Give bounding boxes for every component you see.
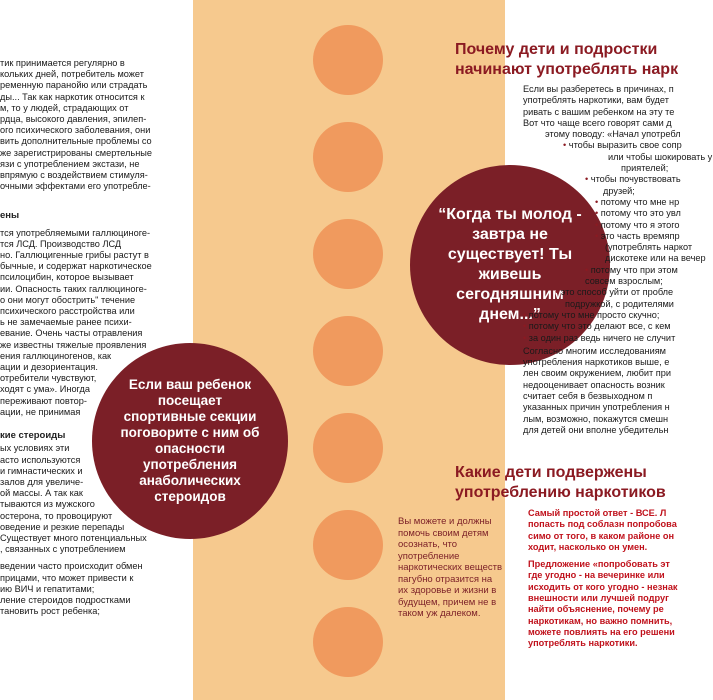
- reason-item: • за один раз ведь ничего не случит: [523, 333, 713, 344]
- reason-item: • это способ уйти от пробле: [555, 287, 713, 298]
- heading-line: начинают употреблять нарк: [455, 61, 679, 78]
- decorative-dot: [313, 510, 383, 580]
- text-line: м, то у людей, страдающих от: [0, 102, 129, 113]
- text-line: вить дополнительные проблемы со: [0, 136, 152, 147]
- reason-item: • потому что это делают все, с кем: [523, 321, 713, 332]
- reason-item: подружкой, с родителями: [565, 298, 674, 309]
- reason-item: или чтобы шокировать у: [608, 151, 713, 162]
- text-line: ривать с вашим ребенком на эту те: [523, 106, 675, 117]
- reason-item: • потому что мне просто скучно;: [523, 310, 713, 321]
- text-line: наркотикам, но важно помнить,: [528, 615, 673, 626]
- decorative-dot: [313, 413, 383, 483]
- text-line: тся употребляемыми галлюциноге-: [0, 227, 151, 238]
- reasons-column: [523, 84, 713, 436]
- text-line: Если вы разберетесь в причинах, п: [523, 84, 674, 94]
- reason-item: совсем взрослым;: [585, 276, 663, 287]
- text-line: употреблять наркотики.: [528, 638, 638, 649]
- ecstasy-paragraph: [0, 58, 180, 192]
- text-line: ведении часто происходит обмен: [0, 561, 143, 572]
- left-text-column: [0, 52, 180, 617]
- text-line: ление стероидов подростками: [0, 594, 131, 605]
- text-line: ды... Так как наркотик относится к: [0, 91, 145, 102]
- text-line: ой массы. А так как: [0, 488, 83, 499]
- decorative-dot: [313, 219, 383, 289]
- decorative-dot: [313, 316, 383, 386]
- text-line: , связанных с употреблением: [0, 544, 126, 555]
- text-line: остерона, то провоцируют: [0, 510, 113, 521]
- steroids-callout-text: Если ваш ребенок посещает спортивные секции поговорите с ним об опасности употребления анаболических стероидов: [120, 377, 260, 504]
- heading-line: Почему дети и подростки: [455, 41, 658, 58]
- heading-line: Какие дети подвержены: [455, 464, 647, 481]
- text-line: ации, не принимая: [0, 406, 81, 417]
- reason-item: • чтобы почувствовать: [585, 174, 713, 185]
- text-line: Предложение «попробовать эт: [528, 559, 670, 570]
- text-line: этому поводу: «Начал употребл: [545, 129, 681, 140]
- text-line: где угодно - на вечеринке или: [528, 570, 665, 581]
- text-line: употребления наркотиков выше, е: [523, 357, 670, 368]
- text-line: ходят с ума». Иногда: [0, 384, 90, 395]
- text-line: внешности или лучшей подруг: [528, 593, 669, 604]
- reason-item: приятелей;: [621, 163, 669, 174]
- steroids-callout-circle: [92, 343, 288, 539]
- text-line: о они могут обострить" течение: [0, 294, 136, 305]
- reason-item: • потому что при этом: [585, 265, 713, 276]
- text-line: кольких дней, потребитель может: [0, 69, 144, 80]
- text-line: и гимнастических и: [0, 465, 83, 476]
- text-line: лен своим окружением, любит при: [523, 368, 672, 379]
- reason-item: друзей;: [603, 185, 635, 196]
- reason-item: • это часть времяпр: [595, 231, 713, 242]
- text-line: Вот что чаще всего говорят сами д: [523, 117, 672, 128]
- text-line: ых условиях эти: [0, 443, 70, 454]
- text-line: очными эффектами его употребле-: [0, 181, 151, 192]
- text-line: ь не замечаемые ранее психи-: [0, 317, 132, 328]
- text-line: считает себя в безвыходном п: [523, 391, 653, 402]
- text-line: псилоцибин, которое вызывает: [0, 272, 134, 283]
- text-line: употреблять наркотики, вам будет: [523, 95, 669, 106]
- text-line: тановить рост ребенка;: [0, 606, 100, 617]
- reason-item: • потому что это увл: [595, 208, 713, 219]
- text-line: указанных причин употребления н: [523, 402, 670, 413]
- text-line: ого психического заболевания, они: [0, 125, 151, 136]
- decorative-dot: [313, 25, 383, 95]
- text-line: Согласно многим исследованиям: [523, 345, 666, 356]
- text-line: же зарегистрированы смертельные: [0, 147, 152, 158]
- text-line: ию ВИЧ и гепатитами;: [0, 583, 95, 594]
- risk-text-column: [528, 508, 708, 656]
- reason-item: дискотеке или на вечер: [605, 253, 706, 264]
- quote-text: “Когда ты молод - завтра не существует! Ты живешь сегодняшним днем...”: [438, 206, 582, 323]
- decorative-dot: [313, 122, 383, 192]
- text-line: Самый простой ответ - ВСЕ. Л: [528, 508, 667, 518]
- text-line: бычные, и содержат наркотическое: [0, 261, 152, 272]
- text-line: найти объяснение, почему ре: [528, 604, 664, 615]
- reason-item: • потому что мне нр: [595, 197, 713, 208]
- text-line: но. Галлюцигенные грибы растут в: [0, 250, 149, 261]
- parent-advice-note: Вы можете и должны помочь своим детям осознать, что употребление наркотических веществ пагубно отразится на их здоровье и жизни в будущем, причем не в таком уж далеком.: [398, 516, 503, 619]
- reason-item: • потому что я этого: [595, 220, 713, 231]
- text-line: попасть под соблазн попробова: [528, 519, 677, 530]
- text-line: симо от того, в каком районе он: [528, 530, 675, 541]
- text-line: залов для увеличе-: [0, 476, 84, 487]
- why-heading: [455, 40, 678, 80]
- text-line: ации и дезориентация.: [0, 362, 98, 373]
- decorative-dot: [313, 607, 383, 677]
- text-line: психического расстройства или: [0, 306, 135, 317]
- reason-item: • чтобы выразить свое сопр: [563, 140, 713, 151]
- text-line: тываются из мужского: [0, 499, 95, 510]
- text-line: лым, возможно, покажутся смешн: [523, 413, 669, 424]
- heading-line: употреблению наркотиков: [455, 484, 666, 501]
- text-line: прицами, что может привести к: [0, 572, 134, 583]
- text-line: отребители чувствуют,: [0, 373, 97, 384]
- steroids-heading: кие стероиды: [0, 430, 66, 442]
- text-line: рдца, высокого давления, эпилеп-: [0, 114, 147, 125]
- text-line: евание. Очень часты отравления: [0, 328, 143, 339]
- text-line: тик принимается регулярно в: [0, 58, 125, 68]
- hallucinogens-heading: ены: [0, 210, 20, 222]
- text-line: исходить от кого угодно - незнак: [528, 581, 678, 592]
- text-line: язи с употреблением экстази, не: [0, 158, 140, 169]
- text-line: ходит, насколько он умен.: [528, 541, 648, 552]
- which-children-heading: [455, 463, 666, 503]
- text-line: тся ЛСД. Производство ЛСД: [0, 238, 122, 249]
- text-line: недооценивает опасность возник: [523, 379, 665, 390]
- risk-paragraph: [528, 508, 708, 553]
- risk-paragraph: [528, 559, 708, 649]
- text-line: для детей они вполне убедительн: [523, 424, 669, 435]
- text-line: переживают повтор-: [0, 395, 87, 406]
- text-line: асто используются: [0, 454, 81, 465]
- text-line: ременную паранойю или страдать: [0, 80, 148, 91]
- text-line: можете повлиять на его решени: [528, 626, 675, 637]
- text-line: ии. Опасность таких галлюциноге-: [0, 283, 147, 294]
- reason-item: (употреблять наркот: [605, 242, 693, 253]
- text-line: оведение и резкие перепады: [0, 521, 125, 532]
- text-line: ения галлюциногенов, как: [0, 350, 112, 361]
- text-line: впрямую с воздействием стимуля-: [0, 170, 148, 181]
- text-line: же известны тяжелые проявления: [0, 339, 147, 350]
- text-line: Существует много потенциальных: [0, 532, 147, 543]
